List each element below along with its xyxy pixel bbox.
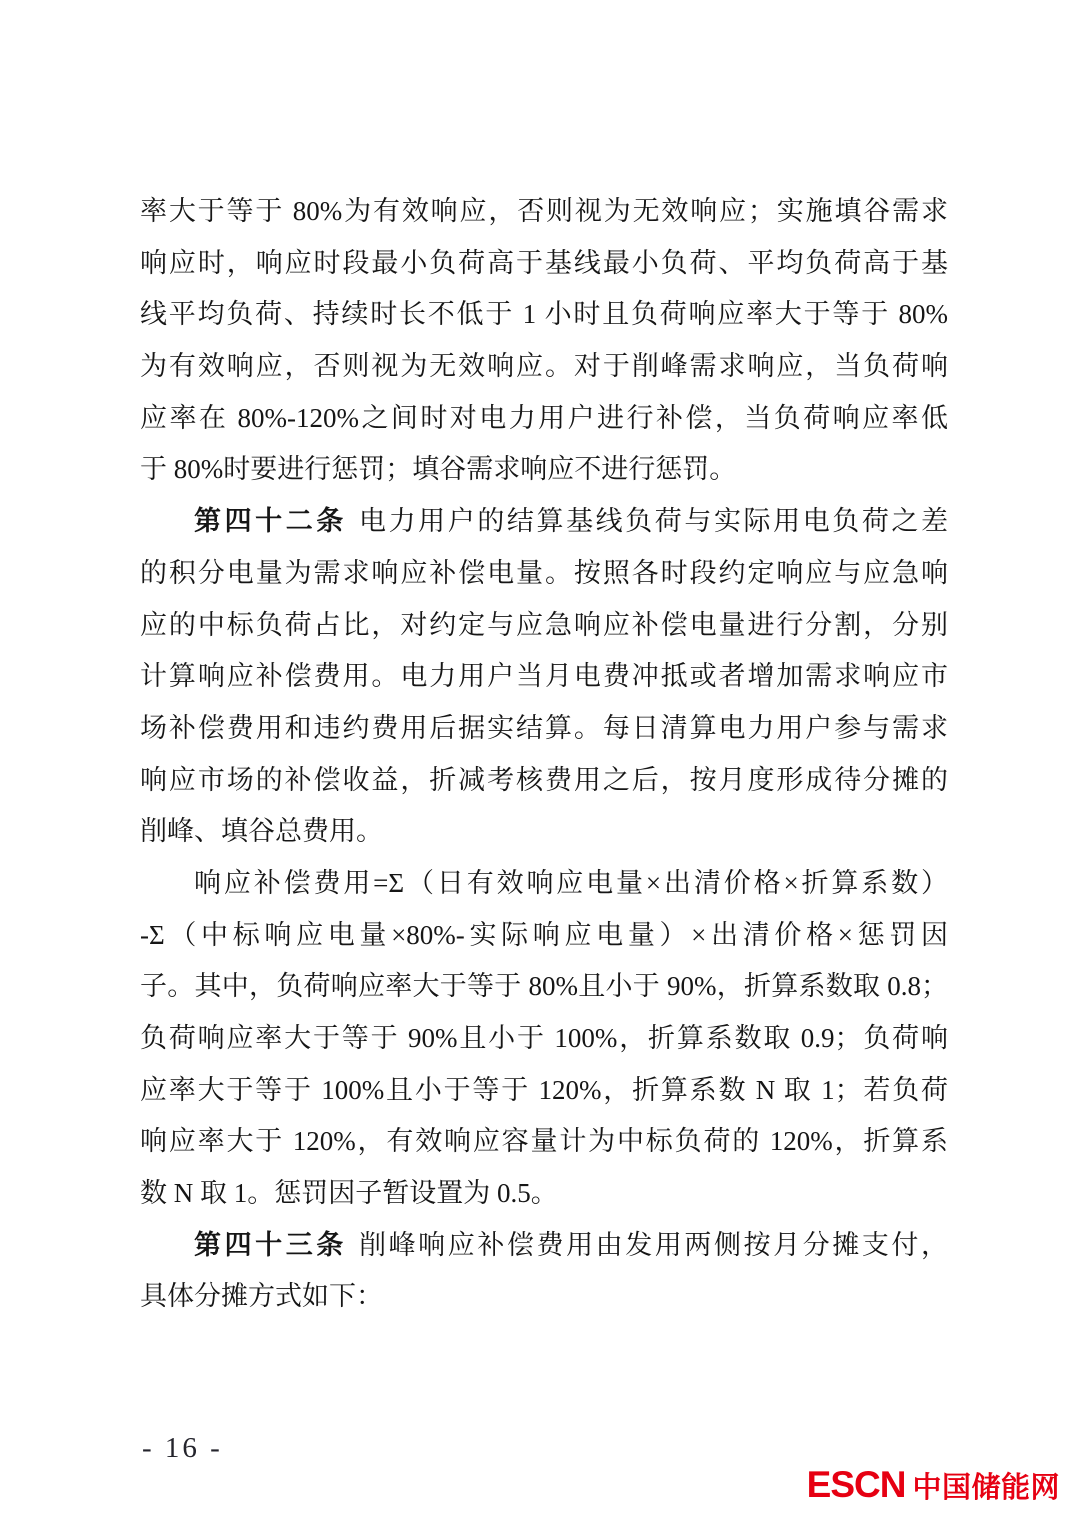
text-run: 削峰响应补偿费用由发用两侧按月分摊支付， <box>359 1229 949 1260</box>
text-run: 电力用户的结算基线负荷与实际用电负荷之差 <box>359 506 949 537</box>
text-line: 响应率大于 120%，有效响应容量计为中标负荷的 120%，折算系 <box>140 1126 948 1157</box>
text-line: -Σ（中标响应电量×80%-实际响应电量）×出清价格×惩罚因 <box>140 919 948 950</box>
document-body <box>140 186 948 1323</box>
text-line: 响应时，响应时段最小负荷高于基线最小负荷、平均负荷高于基 <box>140 247 948 278</box>
text-line: 数 N 取 1。惩罚因子暂设置为 0.5。 <box>140 1178 558 1209</box>
text-line: 子。其中，负荷响应率大于等于 80%且小于 90%，折算系数取 0.8； <box>140 971 948 1002</box>
article-43-heading: 第四十三条 <box>194 1229 347 1260</box>
text-line: 线平均负荷、持续时长不低于 1 小时且负荷响应率大于等于 80% <box>140 299 948 330</box>
article-42-heading: 第四十二条 <box>194 506 347 537</box>
text-line <box>140 1220 948 1272</box>
text-line: 于 80%时要进行惩罚；填谷需求响应不进行惩罚。 <box>140 454 737 485</box>
text-line: 响应市场的补偿收益，折减考核费用之后，按月度形成待分摊的 <box>140 764 948 795</box>
text-line: 应的中标负荷占比，对约定与应急响应补偿电量进行分割，分别 <box>140 609 948 640</box>
logo-cjk-text: 中国储能网 <box>912 1472 1060 1504</box>
text-line: 负荷响应率大于等于 90%且小于 100%，折算系数取 0.9；负荷响 <box>140 1023 948 1053</box>
text-line: 计算响应补偿费用。电力用户当月电费冲抵或者增加需求响应市 <box>140 661 948 692</box>
text-line: 应率大于等于 100%且小于等于 120%，折算系数 N 取 1；若负荷 <box>140 1074 948 1105</box>
text-line: 场补偿费用和违约费用后据实结算。每日清算电力用户参与需求 <box>140 712 948 743</box>
escn-watermark-logo <box>807 1466 1060 1503</box>
text-line: 具体分摊方式如下： <box>140 1281 383 1312</box>
text-line: 应率在 80%-120%之间时对电力用户进行补偿，当负荷响应率低 <box>140 402 948 433</box>
text-line: 的积分电量为需求响应补偿电量。按照各时段约定响应与应急响 <box>140 557 948 588</box>
text-line: 为有效响应，否则视为无效响应。对于削峰需求响应，当负荷响 <box>140 351 948 382</box>
text-line: 率大于等于 80%为有效响应，否则视为无效响应；实施填谷需求 <box>140 196 948 226</box>
page-number: - 16 - <box>142 1432 223 1464</box>
text-line <box>140 496 948 548</box>
text-line: 响应补偿费用=Σ（日有效响应电量×出清价格×折算系数） <box>194 867 948 898</box>
text-line: 削峰、填谷总费用。 <box>140 816 383 847</box>
logo-latin-text: ESCN <box>806 1464 906 1505</box>
